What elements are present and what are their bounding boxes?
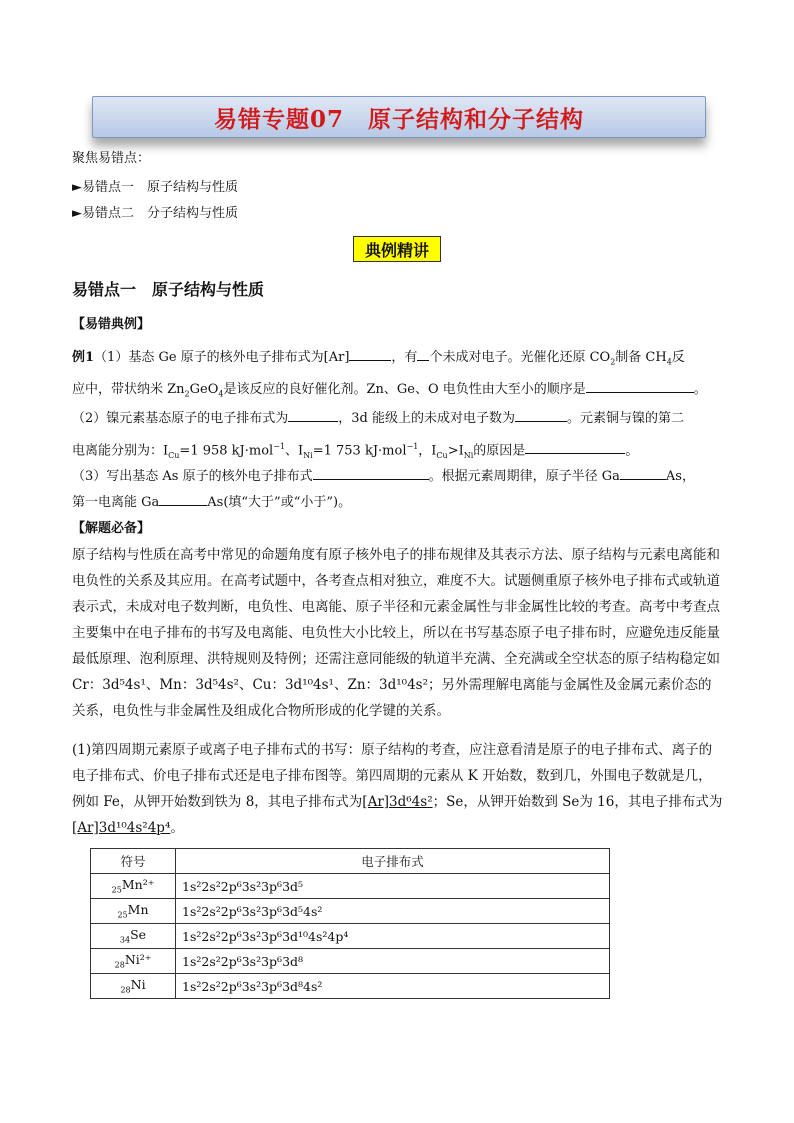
bullet-1: ►易错点一 原子结构与性质 — [72, 180, 238, 195]
answer-blank — [525, 441, 625, 454]
config-cell: 1s²2s²2p⁶3s²3p⁶3d⁵ — [176, 874, 610, 899]
table-row — [91, 949, 610, 974]
table-row — [91, 974, 610, 999]
symbol-cell: $_{28}$Ni²⁺ — [91, 949, 176, 974]
example-tag: 【易错典例】 — [72, 317, 151, 332]
page-title: 易错专题07 原子结构和分子结构 — [213, 105, 584, 133]
example-line-3: （2）镍元素基态原子的电子排布式为 ，3d 能级上的未成对电子数为 。元素铜与镍的第二 — [72, 411, 685, 426]
focus-label: 聚焦易错点： — [72, 151, 151, 166]
example-line-5: （3）写出基态 As 原子的核外电子排布式 。根据元素周期律，原子半径 Ga As， — [72, 469, 695, 484]
solve-tag: 【解题必备】 — [72, 521, 151, 536]
title-banner — [92, 96, 706, 138]
electron-config-table — [90, 848, 610, 999]
section-title: 易错点一 原子结构与性质 — [72, 280, 265, 299]
example-line-4: 电离能分别为：$I_{Cu}=1$ 958 kJ·mol$^{-1}$、$I_{Ni}=1$ 753 kJ·mol$^{-1}$，$I_{Cu}>I_{Ni}$的原因是 。 — [72, 442, 639, 460]
answer-blank — [620, 467, 666, 480]
config-cell: 1s²2s²2p⁶3s²3p⁶3d¹⁰4s²4p⁴ — [176, 924, 610, 949]
example-label: 例1 — [72, 350, 95, 365]
answer-blank — [417, 348, 429, 361]
explanation-paragraph-1: 原子结构与性质在高考中常见的命题角度有原子核外电子的排布规律及其表示方法、原子结构与元素电离能和电负性的关系及其应用。在高考试题中，各考查点相对独立，难度不大。试题侧重原子核外电子排布式或轨道表示式，未成对电子数判断，电负性、电离能、原子半径和元素金属性与非金属性比较的考查。高考中考查点主要集中在电子排布的书写及电离能、电负性大小比较上，所以在书写基态原子电子排布时，应避免违反能量最低原理、泡利原理、洪特规则及特例；还需注意同能级的轨道半充满、全充满或全空状态的原子结构稳定如 Cr：3d⁵4s¹、Mn：3d⁵4s²、Cu：3d¹⁰4s¹、Zn：3d¹⁰4s²；另外需理解电离能与金属性及金属元素价态的关系，电负性与非金属性及组成化合物所形成的化学键的关系。 — [72, 547, 720, 719]
explanation-paragraph-2: (1)第四周期元素原子或离子电子排布式的书写：原子结构的考查，应注意看清是原子的电子排布式、离子的电子排布式、价电子排布式还是电子排布图等。第四周期的元素从 K 开始数，数到几，外围电子数就是几，例如 Fe，从钾开始数到铁为 8，其电子排布式为[Ar]3d⁶4s²；Se，从钾开始数到 Se为 16，其电子排布式为[Ar]3d¹⁰4s²4p⁴。 — [72, 742, 723, 836]
symbol-cell: $_{34}$Se — [91, 924, 176, 949]
example-line-1: 例1（1）基态 Ge 原子的核外电子排布式为[Ar] ，有 个未成对电子。光催化还原 $CO_2$制备 $CH_4$反 — [72, 350, 685, 367]
table-header: 符号 — [91, 849, 176, 874]
symbol-cell: $_{25}$Mn — [91, 899, 176, 924]
bullet-2: ►易错点二 分子结构与性质 — [72, 206, 238, 221]
config-cell: 1s²2s²2p⁶3s²3p⁶3d⁸ — [176, 949, 610, 974]
example-heading-tag: 典例精讲 — [353, 236, 441, 262]
symbol-cell: $_{28}$Ni — [91, 974, 176, 999]
config-cell: 1s²2s²2p⁶3s²3p⁶3d⁵4s² — [176, 899, 610, 924]
config-cell: 1s²2s²2p⁶3s²3p⁶3d⁸4s² — [176, 974, 610, 999]
table-header-row — [91, 849, 610, 874]
example-line-6: 第一电离能 Ga As(填“大于”或“小于”)。 — [72, 495, 352, 510]
table-row — [91, 899, 610, 924]
answer-blank — [349, 348, 391, 361]
answer-blank — [586, 380, 694, 393]
answer-blank — [159, 493, 207, 506]
answer-blank — [313, 467, 429, 480]
example-line-2: 应中，带状纳米 $Zn_2GeO_4$是该反应的良好催化剂。Zn、Ge、O 电负性由大至小的顺序是 。 — [72, 382, 707, 399]
answer-blank — [288, 409, 338, 422]
answer-blank — [515, 409, 567, 422]
table-row — [91, 924, 610, 949]
symbol-cell: $_{25}$Mn²⁺ — [91, 874, 176, 899]
table-header: 电子排布式 — [176, 849, 610, 874]
table-row — [91, 874, 610, 899]
